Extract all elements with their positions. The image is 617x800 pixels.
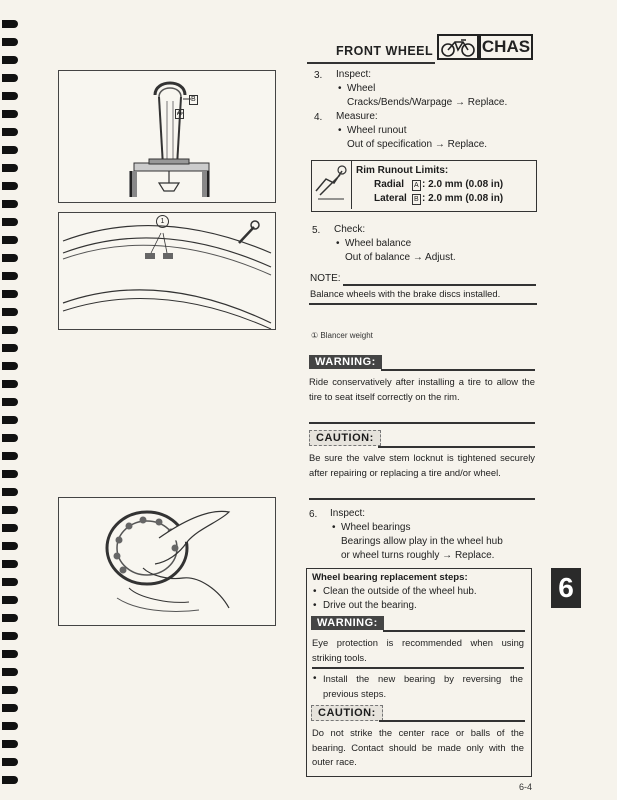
step-5-bullet: • [336,238,340,249]
caution-badge: CAUTION: [309,430,381,446]
bearing-box-bullet-2: • [313,600,317,611]
label-b: B [191,96,196,103]
warning-badge: WARNING: [309,355,382,369]
caution-rule-top [378,446,535,448]
figure-caption: ① Blancer weight [311,331,373,340]
step-6-bullet: • [332,522,336,533]
page-title: FRONT WHEEL [336,44,434,58]
bearing-box-bullet-3: • [313,673,317,684]
spec-title: Rim Runout Limits: [356,165,449,176]
step-4-number: 4. [314,112,323,123]
figure-wheel-bearing [58,497,276,626]
balance-marker: 1 [156,215,169,228]
step-4-bullet: • [338,125,342,136]
step-5-item: Wheel balance [345,238,412,249]
step-4-title: Measure: [336,111,378,122]
bearing-box-caution-text: Do not strike the center race or balls of the bearing. Contact should be made only with the outer race. [312,727,524,767]
step-3-item: Wheel [347,83,376,94]
step-6-title: Inspect: [330,508,366,519]
step-4-item: Wheel runout [347,125,407,136]
balance-illustration [59,213,275,329]
step-3-bullet: • [338,83,342,94]
bearing-box-title: Wheel bearing replacement steps: [312,572,468,583]
step-3-detail: Cracks/Bends/Warpage → Replace. [347,97,508,108]
spec-radial-value: : 2.0 mm (0.08 in) [422,179,504,190]
step-6-item: Wheel bearings [341,522,411,533]
bearing-box-bullet-1: • [313,586,317,597]
motorcycle-icon [437,34,479,60]
warning-text: Ride conservatively after installing a tire to allow the tire to seat itself correctly on the rim. [309,376,535,402]
bearing-box-warning-badge: WARNING: [311,616,384,630]
bearing-replacement-box [306,568,532,777]
spiral-binding [0,0,20,800]
header-rule [307,62,435,64]
note-text: Balance wheels with the brake discs installed. [310,288,501,299]
spec-box-rim-runout [311,160,537,212]
spec-radial-label: Radial [374,179,405,190]
bearing-box-item-3: Install the new bearing by reversing the previous steps. [323,673,523,699]
section-label-chas: CHAS [479,34,533,60]
chapter-tab: 6 [551,568,581,608]
caution-text: Be sure the valve stem locknut is tightened securely after repairing or replacing a tire and/or wheel. [309,452,535,478]
bearing-box-warning-rule-top [383,630,525,632]
step-6-detail-1: Bearings allow play in the wheel hub [341,536,503,547]
step-5-detail: Out of balance → Adjust. [345,252,456,263]
note-rule-bottom [309,303,537,305]
spec-lateral-value: : 2.0 mm (0.08 in) [422,193,504,204]
step-5-number: 5. [312,225,321,236]
caution-rule-bottom [309,498,535,500]
bearing-box-caution-badge: CAUTION: [311,705,383,721]
bearing-box-warning-rule-bottom [312,667,524,669]
step-4-detail: Out of specification → Replace. [347,139,488,150]
step-3-title: Inspect: [336,69,372,80]
page-number: 6-4 [519,782,533,792]
bearing-box-warning-text: Eye protection is recommended when using striking tools. [312,637,524,663]
label-a: A [177,110,182,117]
spec-lateral-label: Lateral [374,193,407,204]
step-6-detail-2: or wheel turns roughly → Replace. [341,550,495,561]
spec-lateral-key: B [414,196,419,203]
warning-rule-bottom [309,422,535,424]
bearing-box-item-2: Drive out the bearing. [323,600,417,611]
bearing-box-item-1: Clean the outside of the wheel hub. [323,586,477,597]
step-5-title: Check: [334,224,366,235]
step-3-number: 3. [314,70,323,81]
wrench-gauge-icon [312,161,352,209]
bearing-illustration [59,498,275,625]
runout-illustration [59,71,275,202]
figure-wheel-runout [58,70,276,203]
figure-balance-weight [58,212,276,330]
bearing-box-caution-rule-top [379,720,525,722]
spec-radial-key: A [414,182,419,189]
warning-rule-top [381,369,535,371]
note-label: NOTE: [310,273,341,284]
note-rule-top [343,284,536,286]
step-6-number: 6. [309,509,318,520]
